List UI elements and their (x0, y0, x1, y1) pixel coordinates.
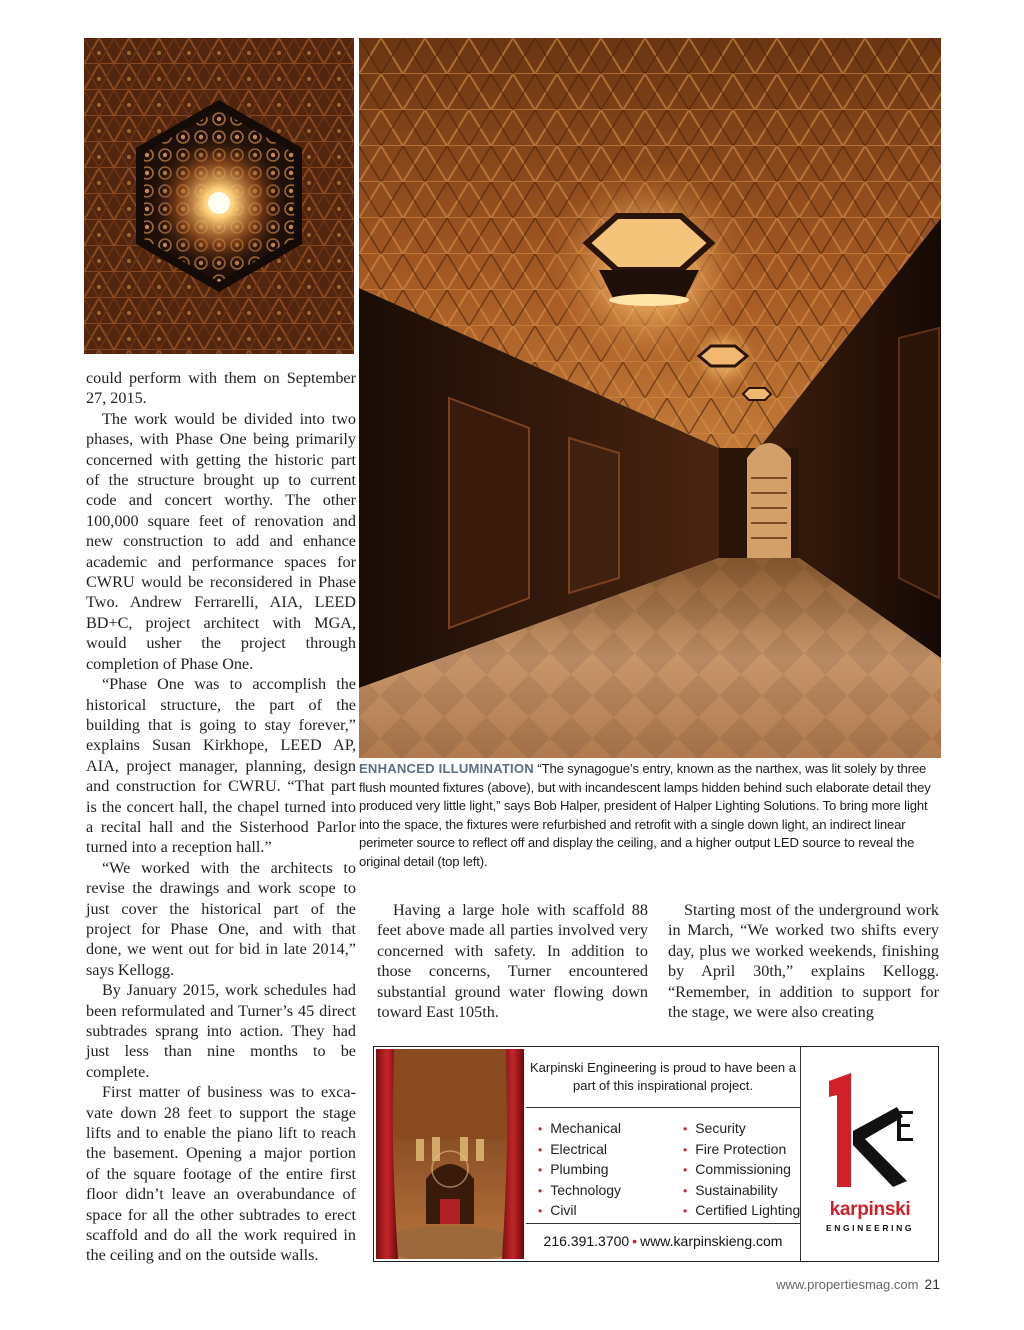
logo-subtitle: ENGINEERING (825, 1223, 915, 1233)
paragraph: “We worked with the architects to revise the drawings and work scope to just cover the historical part of the project for Phase One, and with that done, we went out for bid in late 2014,” says Kellogg. (86, 858, 356, 979)
paragraph: Having a large hole with scaffold 88 feet above made all parties involved very concerned with safety. In addition to those concerns, Turner encountered substantial ground water flowing down toward East 105th. (377, 901, 648, 1022)
separator-icon: • (632, 1233, 638, 1249)
bullet-icon: • (683, 1122, 688, 1136)
page-footer (776, 1276, 940, 1292)
service-item: • Commissioning (683, 1161, 791, 1178)
paragraph: Starting most of the underground work in March, “We worked two shifts every day, plus we worked weekends, finishing by April 30th,” explains Kellogg. “Remember, in addition to support for the stage, we were also creating (668, 901, 939, 1022)
fixture-detail-photo (84, 38, 354, 354)
bullet-icon: • (683, 1204, 688, 1219)
ad-headline: Karpinski Engineering is proud to have been a part of this inspirational project. (530, 1060, 796, 1093)
footer-site[interactable]: www.propertiesmag.com (776, 1277, 919, 1292)
paragraph: “Phase One was to accomplish the historical structure, the part of the building that is going to stay forever,” explains Susan Kirkhope, LEED AP, AIA, project manager, planning, design and construction for CWRU. “That part is the concert hall, the chapel turned into a recital hall and the Sisterhood Parlor turned into a reception hall.” (86, 675, 356, 857)
ad-divider (526, 1107, 800, 1108)
service-item: • Mechanical (538, 1120, 622, 1136)
photo-caption (359, 760, 941, 872)
bullet-icon: • (538, 1183, 543, 1198)
logo-wordmark: karpinski (829, 1199, 911, 1220)
bullet-icon: • (683, 1163, 688, 1178)
service-item: • Plumbing (538, 1161, 609, 1178)
ad-phone[interactable]: 216.391.3700 (543, 1233, 630, 1249)
ad-concert-hall-photo (376, 1049, 524, 1259)
caption-heading: ENHANCED ILLUMINATION (359, 761, 534, 776)
page-number: 21 (924, 1276, 940, 1292)
article-column-right (668, 900, 939, 1022)
service-item: • Technology (538, 1181, 622, 1198)
bullet-icon: • (538, 1142, 543, 1157)
paragraph: could perform with them on September 27, 2015. (86, 369, 356, 408)
service-item: • Certified Lighting (683, 1202, 801, 1219)
service-item: • Electrical (538, 1140, 607, 1157)
ad-divider (526, 1223, 800, 1224)
service-item: • Civil (538, 1202, 577, 1219)
service-item: • Security (683, 1120, 746, 1136)
paragraph: By January 2015, work schedules had been reformulated and Turner’s 45 direct subtrades sprang into action. They had just less than nine months to be complete. (86, 981, 356, 1081)
karpinski-advertisement[interactable] (373, 1046, 939, 1262)
service-item: • Fire Protection (683, 1140, 787, 1157)
ad-services-left (538, 1119, 678, 1222)
caption-text: “The synagogue’s entry, known as the narthex, was lit solely by three flush mounted fixtures (above), but with incandescent lamps hidden behind such elaborate detail they produced very little light,” says Bob Halper, president of Halper Lighting Solutions. To bring more light into the space, the fixtures were refurbished and retrofit with a single down light, an indirect linear perimeter source to reflect off and display the ceiling, and a higher output LED source to reveal the original detail (top left). (359, 761, 931, 869)
article-column-left (86, 368, 356, 1266)
ad-website-link[interactable]: www.karpinskieng.com (640, 1233, 783, 1249)
karpinski-logo (800, 1047, 939, 1261)
bullet-icon: • (538, 1163, 543, 1178)
ad-text-panel (526, 1047, 800, 1261)
narthex-photo (359, 38, 941, 758)
service-item: • Sustainability (683, 1181, 778, 1198)
bullet-icon: • (683, 1183, 688, 1198)
bullet-icon: • (538, 1204, 543, 1219)
bullet-icon: • (683, 1142, 688, 1157)
bullet-icon: • (538, 1122, 543, 1136)
paragraph: First matter of business was to excavate down 28 feet to support the stage lifts and to enable the piano lift to reach the basement. Opening a major portion of the square footage of the entire first floor didn’t leave an overabundance of space for all the other subtrades to erect scaffold and do all the work required in the ceiling and on the outside walls. (86, 1083, 356, 1265)
paragraph: The work would be divided into two phases, with Phase One being primarily concerned with getting the historic part of the structure brought up to current code and concert worthy. The other 100,000 square feet of renovation and new construction to add and enhance academic and performance spaces for CWRU would be reconsidered in Phase Two. Andrew Ferrarelli, AIA, LEED BD+C, project architect with MGA, would usher the project through completion of Phase One. (86, 409, 356, 673)
karpinski-logo-mark-icon (801, 1047, 939, 1197)
ad-contact-line (526, 1233, 800, 1249)
article-column-middle (377, 900, 648, 1022)
